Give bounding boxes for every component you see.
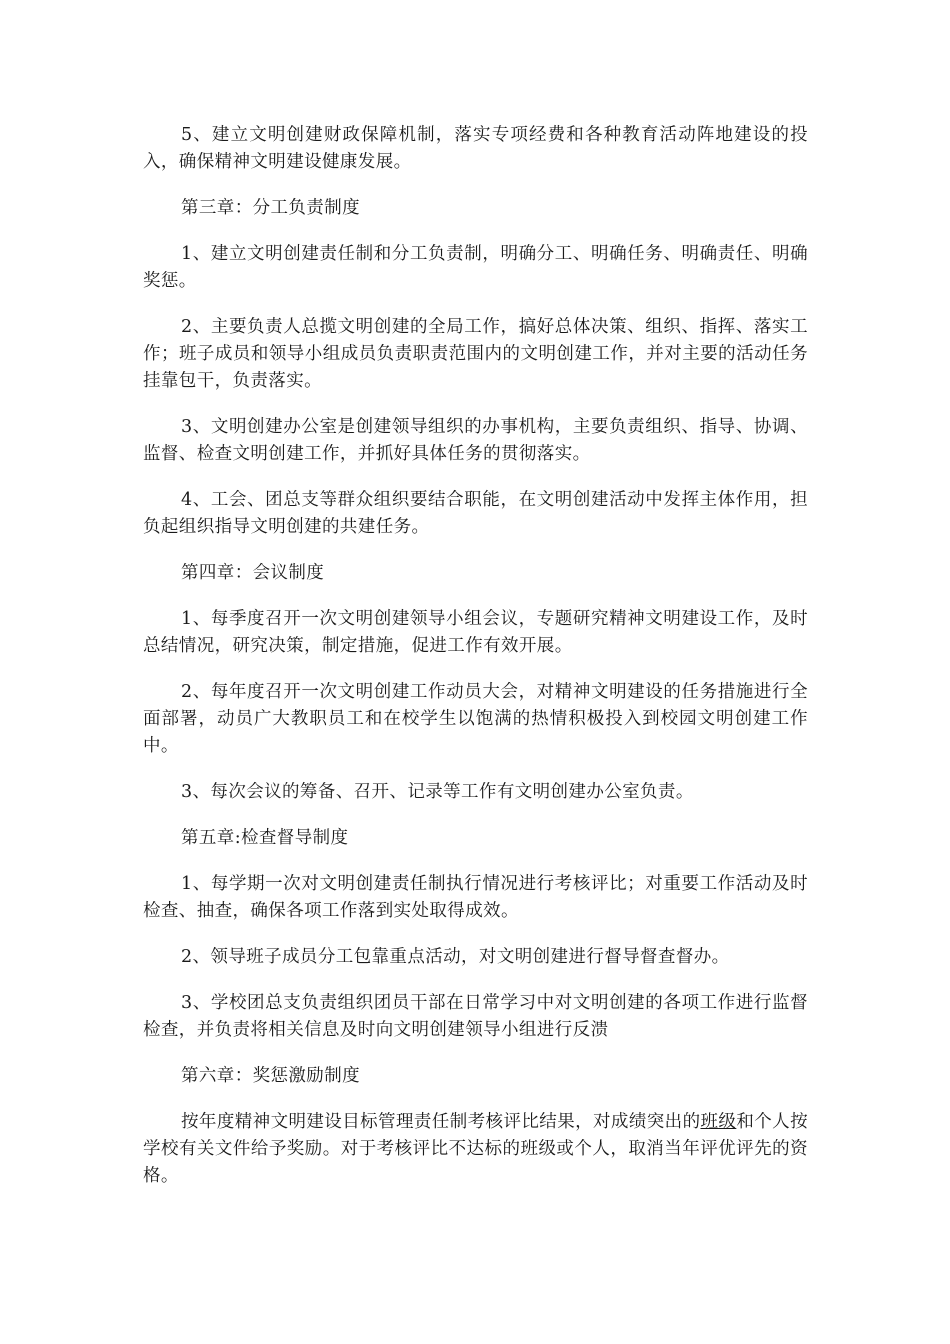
final-paragraph <box>143 1109 808 1190</box>
chapter-heading: 第六章：奖惩激励制度 <box>181 1066 360 1086</box>
chapter-heading: 第四章：会议制度 <box>181 563 325 583</box>
paragraph: 4、工会、团总支等群众组织要结合职能，在文明创建活动中发挥主体作用，担负起组织指导文明创建的共建任务。 <box>143 490 808 537</box>
document-body <box>143 122 808 1209</box>
paragraph-text-after-link: 和个人按学校有关文件给予奖励。对于考核评比不达标的班级或个人，取消当年评优评先的资格。 <box>143 1112 808 1186</box>
chapter-heading: 第五章:检查督导制度 <box>181 828 349 848</box>
paragraph: 1、每学期一次对文明创建责任制执行情况进行考核评比；对重要工作活动及时检查、抽查，确保各项工作落到实处取得成效。 <box>143 874 808 921</box>
paragraph: 3、每次会议的筹备、召开、记录等工作有文明创建办公室负责。 <box>181 782 694 802</box>
paragraph: 1、每季度召开一次文明创建领导小组会议，专题研究精神文明建设工作，及时总结情况，研究决策，制定措施，促进工作有效开展。 <box>143 609 808 656</box>
paragraph: 2、领导班子成员分工包靠重点活动，对文明创建进行督导督查督办。 <box>181 947 730 967</box>
paragraph: 1、建立文明创建责任制和分工负责制，明确分工、明确任务、明确责任、明确奖惩。 <box>143 244 808 291</box>
chapter-heading: 第三章：分工负责制度 <box>181 198 360 218</box>
paragraph: 2、主要负责人总揽文明创建的全局工作，搞好总体决策、组织、指挥、落实工作；班子成员和领导小组成员负责职责范围内的文明创建工作，并对主要的活动任务挂靠包干，负责落实。 <box>143 317 808 391</box>
paragraph: 3、学校团总支负责组织团员干部在日常学习中对文明创建的各项工作进行监督检查，并负责将相关信息及时向文明创建领导小组进行反溃 <box>143 993 808 1040</box>
class-link[interactable]: 班级 <box>700 1112 737 1132</box>
paragraph: 3、文明创建办公室是创建领导组织的办事机构，主要负责组织、指导、协调、监督、检查文明创建工作，并抓好具体任务的贯彻落实。 <box>143 417 808 464</box>
paragraph: 5、建立文明创建财政保障机制，落实专项经费和各种教育活动阵地建设的投入，确保精神文明建设健康发展。 <box>143 125 808 172</box>
paragraph: 2、每年度召开一次文明创建工作动员大会，对精神文明建设的任务措施进行全面部署，动员广大教职员工和在校学生以饱满的热情积极投入到校园文明创建工作中。 <box>143 682 808 756</box>
paragraph-text-before-link: 按年度精神文明建设目标管理责任制考核评比结果，对成绩突出的 <box>181 1112 701 1132</box>
